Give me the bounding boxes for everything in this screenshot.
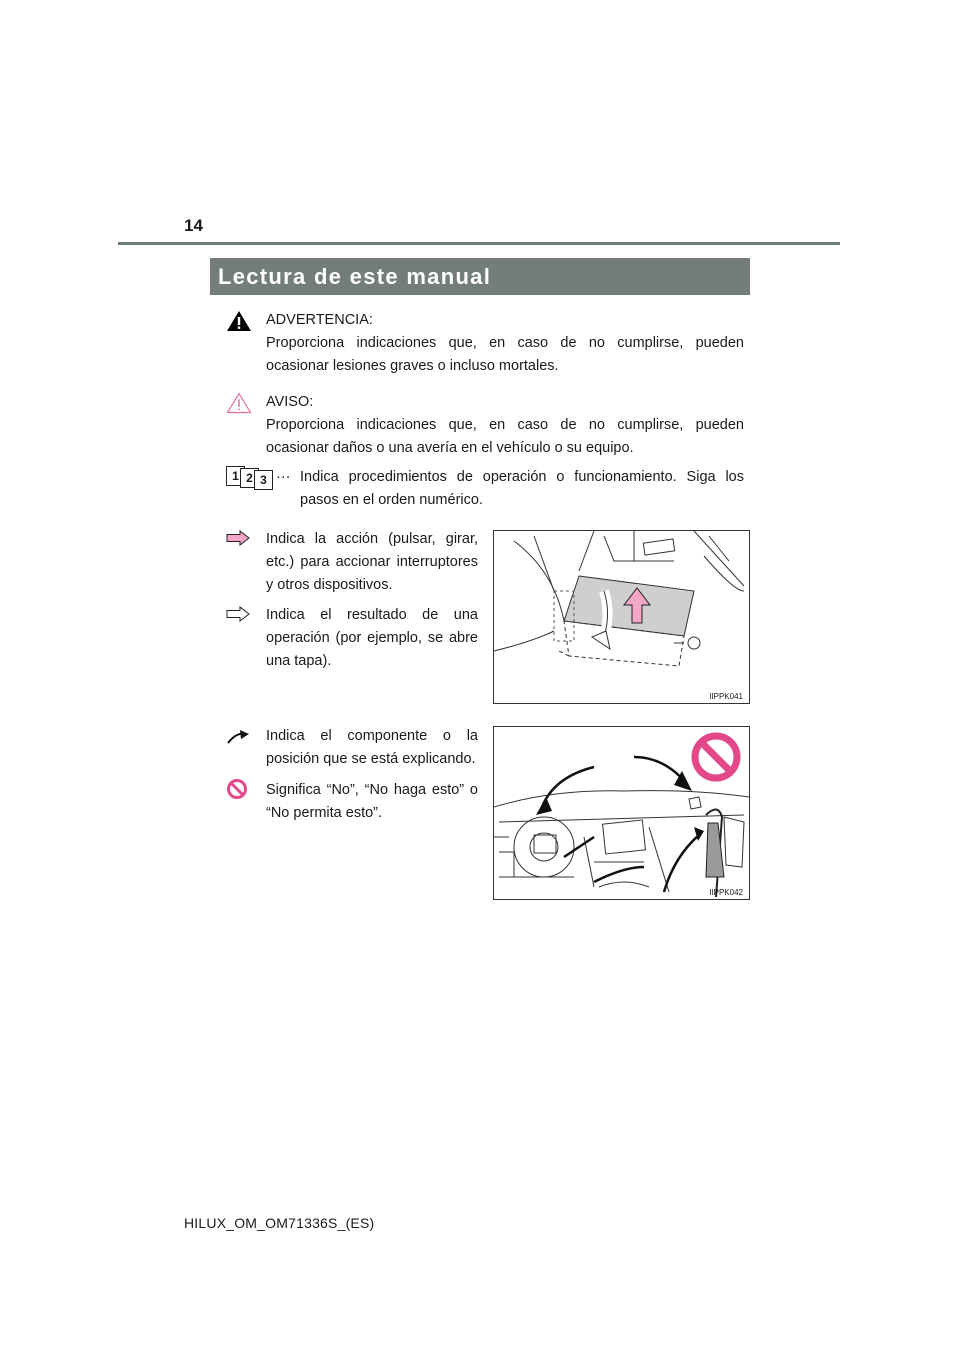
warning-triangle-icon [226, 310, 252, 332]
figure-dashboard [493, 726, 750, 900]
action-arrow-text: Indica la acción (pulsar, girar, etc.) para accionar interruptores y otros dispositivos. [266, 531, 478, 593]
figure-1-code: IIPPK041 [709, 692, 743, 701]
footer-document-code: HILUX_OM_OM71336S_(ES) [184, 1215, 375, 1231]
figure-overhead-console [493, 530, 750, 704]
step-3-box: 3 [254, 470, 273, 490]
figure-2-code: IIPPK042 [709, 888, 743, 897]
notice-label: AVISO: [266, 394, 314, 410]
action-arrow-icon [226, 530, 250, 546]
result-arrow-icon [226, 606, 250, 622]
warning-text: Proporciona indicaciones que, en caso de no cumplirse, pueden ocasionar lesiones graves o incluso mortales. [266, 335, 744, 374]
component-arrow-icon [226, 729, 250, 745]
warning-label: ADVERTENCIA: [266, 312, 373, 328]
steps-text: Indica procedimientos de operación o funcionamiento. Siga los pasos en el orden numérico. [300, 469, 744, 508]
dashboard-illustration [494, 727, 749, 899]
prohibited-icon [226, 778, 248, 800]
prohibited-text: Significa “No”, “No haga esto” o “No permita esto”. [266, 782, 478, 821]
component-arrow-text: Indica el componente o la posición que se está explicando. [266, 728, 478, 767]
result-arrow-text: Indica el resultado de una operación (por ejemplo, se abre una tapa). [266, 607, 478, 669]
steps-dots: ··· [276, 469, 291, 485]
section-title: Lectura de este manual [210, 258, 750, 295]
overhead-console-illustration [494, 531, 749, 703]
step-1-box: 1 [226, 466, 245, 486]
header-rule [118, 242, 840, 245]
step-2-box: 2 [240, 468, 259, 488]
page-number: 14 [184, 216, 203, 235]
numbered-steps-icon [226, 466, 272, 486]
notice-triangle-icon [226, 392, 252, 414]
notice-text: Proporciona indicaciones que, en caso de no cumplirse, pueden ocasionar daños o una avería en el vehículo o su equipo. [266, 417, 744, 456]
